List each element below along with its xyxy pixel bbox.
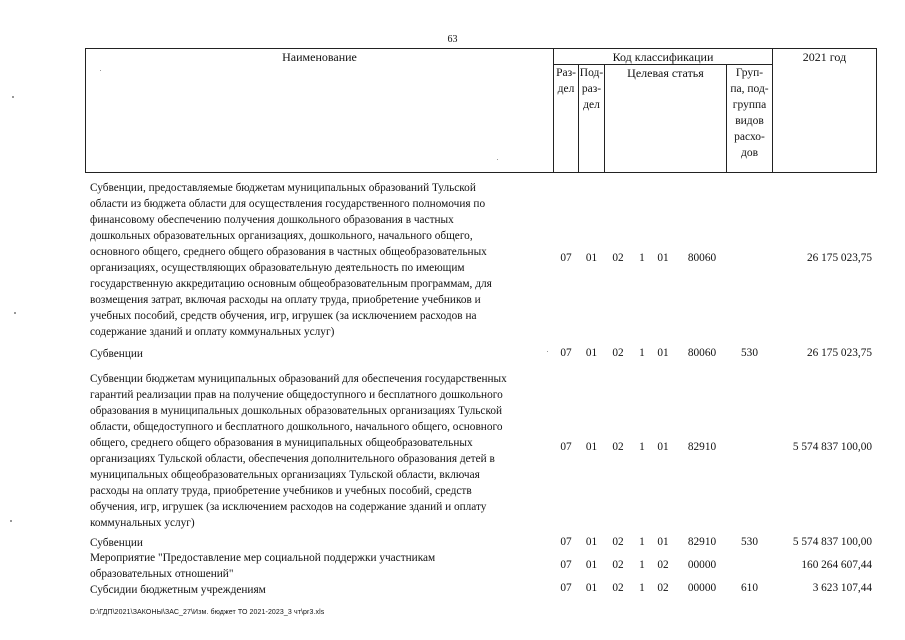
- header-razdel: Раз- дел: [556, 67, 576, 95]
- row-target-2: 1: [639, 559, 645, 571]
- row-description: Субвенции: [90, 537, 143, 549]
- header-target: Целевая статья: [627, 66, 704, 80]
- row-amount: 5 574 837 100,00: [792, 441, 872, 453]
- header-bottom-border: [85, 172, 876, 173]
- row-razdel: 07: [560, 441, 572, 453]
- row-target-4: 82910: [687, 441, 717, 453]
- row-amount: 26 175 023,75: [807, 347, 872, 359]
- row-target-2: 1: [639, 347, 645, 359]
- row-description: Субвенции бюджетам муниципальных образований для обеспечения государственных гарантий реализации прав на получение общедоступного и бесплатного дошкольного образования в муниципальных дошкольных образовательных организациях Тульской области, общедоступного и бесплатного дошкольного, начального общего, основного общего, среднего общего образования в муниципальных общеобразовательных организациях Тульской области, обеспечения дополнительного образования детей в муниципальных общеобразовательных организациях Тульской области, включая расходы на оплату труда, приобретение учебников и учебных пособий, средств обучения, игр, игрушек (за исключением расходов на содержание зданий и оплату коммунальных услуг): [90, 373, 507, 529]
- row-description: Субвенции, предоставляемые бюджетам муниципальных образований Тульской области из бюджета области для осуществления государственного полномочия по финансовому обеспечению получения дошкольного образования в частных дошкольных образовательных организациях, дошкольного, начального общего, основного общего, среднего общего образования в частных общеобразовательных организациях, осуществляющих образовательную деятельность по имеющим государственную аккредитацию основным общеобразовательным программам, для возмещения затрат, включая расходы на оплату труда, приобретение учебников и учебных пособий, средств обучения, игр, игрушек (за исключением расходов на содержание зданий и оплату коммунальных услуг): [90, 182, 492, 338]
- row-podrazdel: 01: [585, 252, 598, 264]
- scan-speck: [10, 520, 12, 522]
- border-left: [85, 48, 86, 173]
- row-target-4: 00000: [687, 559, 717, 571]
- row-podrazdel: 01: [585, 347, 598, 359]
- row-description: Субсидии бюджетным учреждениям: [90, 584, 266, 596]
- row-target-1: 02: [612, 441, 624, 453]
- row-razdel: 07: [560, 252, 572, 264]
- row-target-4: 82910: [687, 536, 717, 548]
- header-year: 2021 год: [802, 50, 847, 64]
- row-razdel: 07: [560, 559, 572, 571]
- row-group: 530: [741, 536, 758, 548]
- row-target-2: 1: [639, 536, 645, 548]
- row-podrazdel: 01: [585, 536, 598, 548]
- row-target-3: 01: [657, 441, 669, 453]
- row-target-4: 80060: [687, 252, 717, 264]
- row-target-1: 02: [612, 559, 624, 571]
- row-target-1: 02: [612, 252, 624, 264]
- row-podrazdel: 01: [585, 441, 598, 453]
- row-target-2: 1: [639, 582, 645, 594]
- row-target-4: 80060: [687, 347, 717, 359]
- row-group: 610: [741, 582, 758, 594]
- row-target-1: 02: [612, 347, 624, 359]
- row-razdel: 07: [560, 347, 572, 359]
- row-target-3: 01: [657, 347, 669, 359]
- page-number: 63: [447, 34, 458, 45]
- row-description: Субвенции: [90, 348, 143, 360]
- row-amount: 3 623 107,44: [812, 582, 872, 594]
- scan-speck: [547, 351, 548, 352]
- row-target-2: 1: [639, 441, 645, 453]
- row-podrazdel: 01: [585, 582, 598, 594]
- scan-speck: [14, 312, 16, 314]
- scan-speck: [497, 159, 498, 160]
- header-name: Наименование: [282, 50, 357, 64]
- border-right: [876, 48, 877, 173]
- row-target-2: 1: [639, 252, 645, 264]
- footer-file-path: D:\ГДП\2021\ЗАКОНЫ\ЗАС_27\Изм. бюджет ТО 2021-2023_3 чт\pr3.xls: [90, 609, 325, 616]
- row-target-3: 02: [657, 582, 669, 594]
- row-target-3: 01: [657, 252, 669, 264]
- scan-speck: [12, 96, 14, 98]
- row-razdel: 07: [560, 582, 572, 594]
- header-group: Груп- па, под- группа видов расхо- дов: [730, 67, 769, 159]
- header-code-group: Код классификации: [612, 50, 714, 64]
- row-target-1: 02: [612, 582, 624, 594]
- row-amount: 160 264 607,44: [801, 559, 872, 571]
- header-podrazdel: Под- раз- дел: [579, 67, 604, 111]
- row-podrazdel: 01: [585, 559, 598, 571]
- row-target-4: 00000: [687, 582, 717, 594]
- row-razdel: 07: [560, 536, 572, 548]
- row-amount: 5 574 837 100,00: [792, 536, 872, 548]
- row-description: Мероприятие "Предоставление мер социальной поддержки участникам образовательных отношений": [90, 552, 436, 580]
- scan-speck: [100, 70, 101, 71]
- row-target-3: 01: [657, 536, 669, 548]
- row-target-3: 02: [657, 559, 669, 571]
- border-group: [772, 48, 773, 173]
- row-target-1: 02: [612, 536, 624, 548]
- row-amount: 26 175 023,75: [807, 252, 872, 264]
- row-group: 530: [741, 347, 758, 359]
